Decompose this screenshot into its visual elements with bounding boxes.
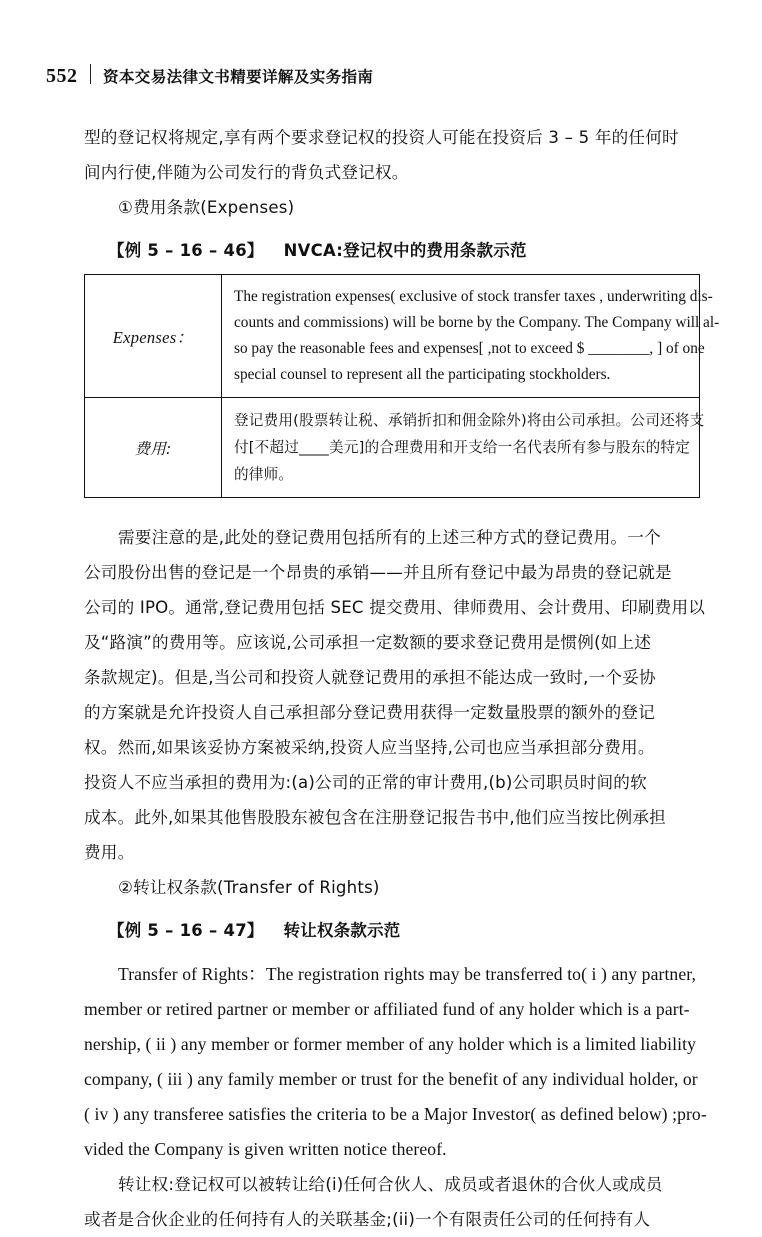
table-cell-label-en [85, 275, 222, 398]
spacer [84, 948, 702, 957]
example-heading-5-16-46 [84, 234, 702, 268]
text-line: 公司股份出售的登记是一个昂贵的承销——并且所有登记中最为昂贵的登记就是 [84, 563, 672, 582]
text-line: nership, ( ii ) any member or former member of any holder which is a limited liability [84, 1034, 696, 1054]
text-line: vided the Company is given written notice thereof. [84, 1139, 447, 1159]
text-line: member or retired partner or member or affiliated fund of any holder which is a part- [84, 999, 690, 1019]
example-label: 【例 5 – 16 – 46】 [108, 241, 264, 260]
example-title: NVCA:登记权中的费用条款示范 [283, 241, 527, 260]
table-cell-content-en [222, 275, 720, 398]
text-line: ( iv ) any transferee satisfies the criteria to be a Major Investor( as defined below) ;pro- [84, 1104, 707, 1124]
spacer [84, 504, 702, 520]
text-line: counts and commissions) will be borne by the Company. The Company will al- [234, 314, 720, 331]
text-line: special counsel to represent all the participating stockholders. [234, 366, 611, 383]
text-line: 的律师。 [234, 466, 294, 483]
text-line: The registration expenses( exclusive of stock transfer taxes , underwriting dis- [234, 288, 713, 305]
page-body [84, 120, 720, 1237]
page-number: 552 [46, 65, 78, 87]
text-line: 费用。 [84, 843, 135, 862]
text-line: 型的登记权将规定,享有两个要求登记权的投资人可能在投资后 3 – 5 年的任何时 [84, 128, 679, 147]
text-line: 条款规定)。但是,当公司和投资人就登记费用的承担不能达成一致时,一个妥协 [84, 668, 656, 687]
text-line: company, ( iii ) any family member or trust for the benefit of any individual holder, or [84, 1069, 698, 1089]
label-expenses: Expenses： [112, 328, 194, 347]
paragraph-expenses-discussion [84, 520, 706, 870]
label-feiyong: 费用: [134, 439, 172, 458]
text-line: 需要注意的是,此处的登记费用包括所有的上述三种方式的登记费用。一个 [118, 528, 661, 547]
example-heading-5-16-47 [84, 914, 702, 948]
text-line: so pay the reasonable fees and expenses[ ,not to exceed $ ________, ] of one [234, 340, 705, 357]
text-line: 成本。此外,如果其他售股股东被包含在注册登记报告书中,他们应当按比例承担 [84, 808, 666, 827]
table-cell-label-cn [85, 398, 222, 498]
book-title: 资本交易法律文书精要详解及实务指南 [103, 68, 374, 86]
text-line: 付[不超过____美元]的合理费用和开支给一名代表所有参与股东的特定 [234, 439, 691, 456]
text-line: 及“路演”的费用等。应该说,公司承担一定数额的要求登记费用是惯例(如上述 [84, 633, 652, 652]
text-line: 转让权:登记权可以被转让给(i)任何合伙人、成员或者退休的合伙人或成员 [118, 1175, 663, 1194]
section-heading-transfer: ②转让权条款(Transfer of Rights) [118, 878, 380, 897]
text-line: 投资人不应当承担的费用为:(a)公司的正常的审计费用,(b)公司职员时间的软 [84, 773, 647, 792]
table-cell-content-cn [222, 398, 705, 498]
text-line: 间内行使,伴随为公司发行的背负式登记权。 [84, 163, 409, 182]
section-heading-expenses: ①费用条款(Expenses) [118, 198, 295, 217]
text-line: 的方案就是允许投资人自己承担部分登记费用获得一定数量股票的额外的登记 [84, 703, 655, 722]
spacer [84, 225, 702, 234]
text-line: Transfer of Rights：The registration rights may be transferred to( i ) any partner, [118, 964, 696, 984]
header-divider [90, 64, 92, 84]
text-line: 或者是合伙企业的任何持有人的关联基金;(ii)一个有限责任公司的任何持有人 [84, 1210, 651, 1229]
paragraph-transfer-of-rights-en [84, 957, 707, 1167]
text-line: 登记费用(股票转让税、承销折扣和佣金除外)将由公司承担。公司还将支 [234, 412, 705, 429]
spacer [84, 905, 702, 914]
table-row [85, 275, 700, 398]
text-line: 权。然而,如果该妥协方案被采纳,投资人应当坚持,公司也应当承担部分费用。 [84, 738, 655, 757]
paragraph-intro [84, 120, 702, 190]
table-row [85, 398, 700, 498]
paragraph-transfer-of-rights-cn [84, 1167, 702, 1237]
running-header [46, 62, 373, 92]
clause-table-expenses [84, 274, 720, 498]
text-line: 公司的 IPO。通常,登记费用包括 SEC 提交费用、律师费用、会计费用、印刷费用以 [84, 598, 706, 617]
example-label: 【例 5 – 16 – 47】 [108, 921, 264, 940]
example-title: 转让权条款示范 [283, 921, 401, 940]
